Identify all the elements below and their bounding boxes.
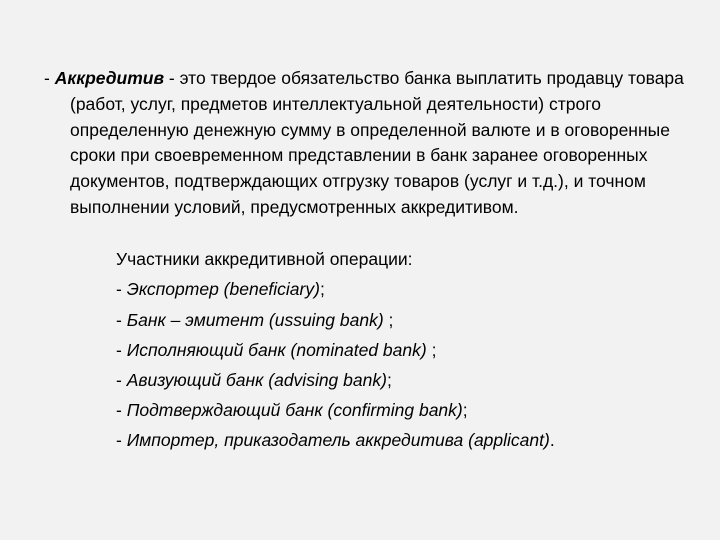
list-item — [116, 428, 555, 458]
participants-list — [116, 277, 555, 458]
list-item-text: Подтверждающий банк (confirming bank) — [126, 400, 463, 420]
list-item-text: Исполняющий банк (nominated bank) — [126, 340, 427, 360]
list-item-suffix: ; — [386, 370, 392, 390]
list-item-suffix: . — [549, 430, 555, 450]
participants-title: Участники аккредитивной операции: — [116, 249, 413, 269]
list-item-dash: - — [116, 430, 127, 450]
list-item — [116, 368, 555, 398]
list-item-dash: - — [116, 279, 127, 299]
list-item-dash: - — [116, 370, 127, 390]
list-item-dash: - — [116, 340, 127, 360]
definition-dash: - — [44, 68, 55, 88]
list-item-suffix: ; — [462, 400, 468, 420]
list-item-suffix: ; — [383, 310, 394, 330]
list-item — [116, 398, 555, 428]
list-item-dash: - — [116, 400, 127, 420]
list-item-text: Импортер, приказодатель аккредитива (applicant) — [126, 430, 550, 450]
list-item-dash: - — [116, 310, 127, 330]
list-item-suffix: ; — [426, 340, 437, 360]
definition-text: - это твердое обязательство банка выплатить продавцу товара (работ, услуг, предметов интеллектуальной деятельности) строго определенную денежную сумму в определенной валюте и в оговоренные сроки при своевременном представлении в банк заранее оговоренных документов, подтверждающих отгрузку товаров (услуг и т.д.), и точном выполнении условий, предусмотренных аккредитивом. — [70, 68, 684, 217]
definition-term: Аккредитив — [54, 68, 165, 88]
list-item-text: Банк – эмитент (ussuing bank) — [126, 310, 384, 330]
list-item-suffix: ; — [319, 279, 325, 299]
list-item — [116, 277, 555, 308]
definition-paragraph — [44, 66, 720, 221]
list-item-text: Экспортер (beneficiary) — [126, 279, 320, 299]
list-item-text: Авизующий банк (advising bank) — [126, 370, 387, 390]
list-item — [116, 338, 555, 368]
list-item — [116, 308, 555, 338]
